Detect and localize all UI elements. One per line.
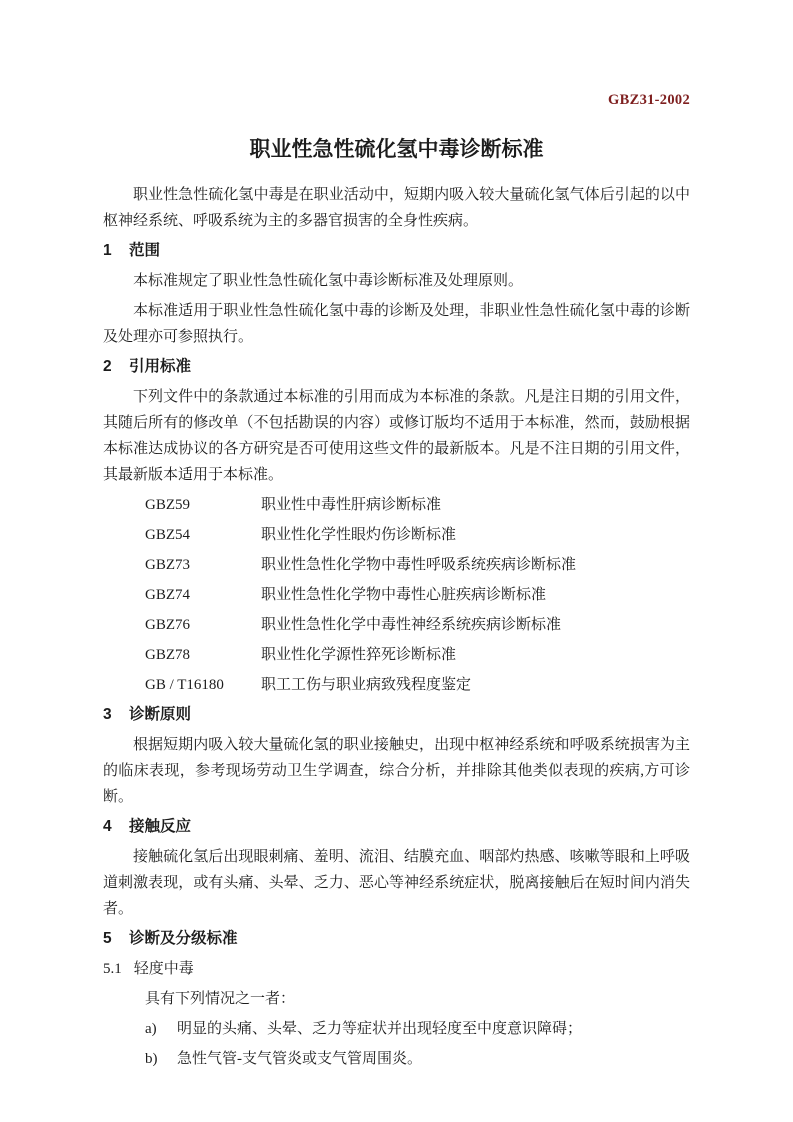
section-1-number: 1 xyxy=(103,242,112,259)
section-1-heading xyxy=(103,238,690,264)
subsection-5-1-heading xyxy=(103,956,690,982)
reference-title: 职工工伤与职业病致残程度鉴定 xyxy=(261,677,472,693)
reference-code: GBZ78 xyxy=(145,647,190,663)
section-5-title: 诊断及分级标准 xyxy=(129,930,238,947)
section-2-paragraph: 下列文件中的条款通过本标准的引用而成为本标准的条款。凡是注日期的引用文件，其随后所有的修改单（不包括勘误的内容）或修订版均不适用于本标准，然而，鼓励根据本标准达成协议的各方研究是否可使用这些文件的最新版本。凡是不注日期的引用文件，其最新版本适用于本标准。 xyxy=(103,389,690,483)
subsection-5-1-lead: 具有下列情况之一者： xyxy=(145,991,296,1007)
section-4-title: 接触反应 xyxy=(129,818,192,835)
reference-code: GBZ74 xyxy=(145,587,190,603)
list-item-b-text: 急性气管-支气管炎或支气管周围炎。 xyxy=(177,1051,422,1067)
doc-code: GBZ31-2002 xyxy=(608,92,690,108)
reference-code: GBZ59 xyxy=(145,497,190,513)
reference-item xyxy=(103,672,690,698)
reference-title: 职业性急性化学物中毒性呼吸系统疾病诊断标准 xyxy=(261,557,577,573)
section-3-number: 3 xyxy=(103,706,112,723)
subsection-5-1-number: 5.1 xyxy=(103,961,122,977)
section-2-heading xyxy=(103,354,690,380)
reference-title: 职业性化学源性猝死诊断标准 xyxy=(261,647,457,663)
subsection-5-1-title: 轻度中毒 xyxy=(133,961,194,977)
list-item-a xyxy=(103,1016,690,1042)
reference-title: 职业性急性化学物中毒性心脏疾病诊断标准 xyxy=(261,587,547,603)
section-2-number: 2 xyxy=(103,358,112,375)
section-3-heading xyxy=(103,702,690,728)
section-3-paragraph: 根据短期内吸入较大量硫化氢的职业接触史，出现中枢神经系统和呼吸系统损害为主的临床表现，参考现场劳动卫生学调查，综合分析，并排除其他类似表现的疾病,方可诊断。 xyxy=(103,737,690,805)
section-1-title: 范围 xyxy=(129,242,161,259)
reference-title: 职业性化学性眼灼伤诊断标准 xyxy=(261,527,457,543)
reference-item xyxy=(103,522,690,548)
reference-item xyxy=(103,552,690,578)
reference-item xyxy=(103,642,690,668)
reference-item xyxy=(103,492,690,518)
section-1-paragraph: 本标准适用于职业性急性硫化氢中毒的诊断及处理，非职业性急性硫化氢中毒的诊断及处理亦可参照执行。 xyxy=(103,303,690,345)
section-3-title: 诊断原则 xyxy=(129,706,192,723)
list-item-b-marker: b) xyxy=(145,1051,158,1067)
list-item-a-text: 明显的头痛、头晕、乏力等症状并出现轻度至中度意识障碍； xyxy=(177,1021,583,1037)
reference-item xyxy=(103,582,690,608)
reference-code: GBZ76 xyxy=(145,617,190,633)
reference-title: 职业性急性化学中毒性神经系统疾病诊断标准 xyxy=(261,617,562,633)
section-4-number: 4 xyxy=(103,818,112,835)
section-4-heading xyxy=(103,814,690,840)
section-1-paragraph: 本标准规定了职业性急性硫化氢中毒诊断标准及处理原则。 xyxy=(133,273,524,289)
section-5-number: 5 xyxy=(103,930,112,947)
reference-code: GBZ54 xyxy=(145,527,190,543)
reference-title: 职业性中毒性肝病诊断标准 xyxy=(261,497,442,513)
document-title: 职业性急性硫化氢中毒诊断标准 xyxy=(249,138,544,161)
list-item-b xyxy=(103,1046,690,1072)
reference-code: GB / T16180 xyxy=(145,677,224,693)
intro-paragraph: 职业性急性硫化氢中毒是在职业活动中，短期内吸入较大量硫化氢气体后引起的以中枢神经系统、呼吸系统为主的多器官损害的全身性疾病。 xyxy=(103,187,690,229)
section-5-heading xyxy=(103,926,690,952)
section-4-paragraph: 接触硫化氢后出现眼刺痛、羞明、流泪、结膜充血、咽部灼热感、咳嗽等眼和上呼吸道刺激表现，或有头痛、头晕、乏力、恶心等神经系统症状，脱离接触后在短时间内消失者。 xyxy=(103,849,690,917)
section-2-title: 引用标准 xyxy=(129,358,192,375)
reference-item xyxy=(103,612,690,638)
reference-code: GBZ73 xyxy=(145,557,190,573)
list-item-a-marker: a) xyxy=(145,1021,157,1037)
